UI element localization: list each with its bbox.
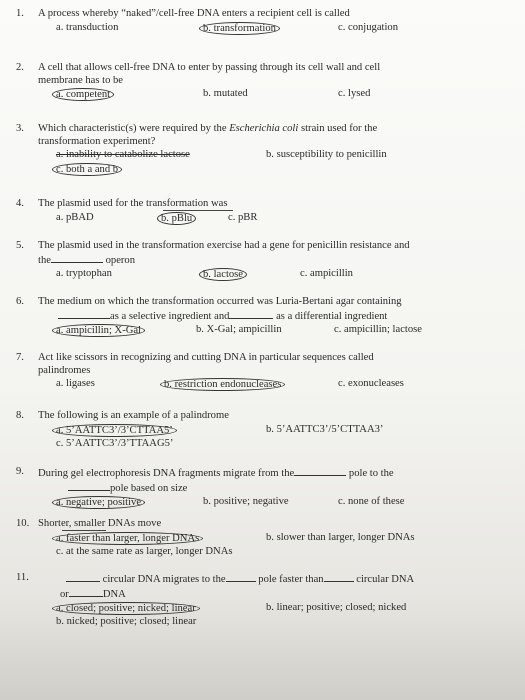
question-text-line2: as a selective ingredient and as a differential ingredient xyxy=(38,309,478,324)
question-text: A cell that allows cell-free DNA to enter by passing through its cell wall and cell xyxy=(38,62,381,73)
answer-circle: a. ampicillin; X-Gal xyxy=(52,324,145,337)
answer-circle: c. both a and b xyxy=(52,163,122,176)
option-a xyxy=(56,324,145,338)
option-b: b. slower than larger, longer DNAs xyxy=(266,531,415,543)
question-text-line2: the operon xyxy=(38,254,136,266)
question-number: 11. xyxy=(16,572,29,583)
option-a xyxy=(56,532,203,546)
option-b: b. susceptibility to penicillin xyxy=(266,149,387,160)
answer-circle: b. lactose xyxy=(199,268,247,281)
question-text: circular DNA migrates to the pole faster than circular DNA xyxy=(38,572,478,587)
option-c xyxy=(56,163,122,177)
question-2 xyxy=(16,62,478,101)
question-10 xyxy=(16,518,478,559)
pen-underline xyxy=(163,210,233,211)
option-c: b. nicked; positive; closed; linear xyxy=(56,616,197,627)
fill-blank xyxy=(51,253,103,263)
question-text: The plasmid used for the transformation was xyxy=(38,198,228,209)
answer-circle: b. transformation xyxy=(199,22,280,35)
option-b: b. linear; positive; closed; nicked xyxy=(266,602,407,613)
question-text-line2: pole based on size xyxy=(38,481,478,496)
option-b: b. mutated xyxy=(203,88,248,99)
option-b xyxy=(161,212,196,226)
option-c: c. none of these xyxy=(338,496,405,507)
answer-circle: a. negative; positive xyxy=(52,496,145,509)
question-8 xyxy=(16,410,478,451)
question-number: 2. xyxy=(16,62,24,73)
question-7 xyxy=(16,352,478,391)
question-text-line2: transformation experiment? xyxy=(38,135,156,147)
question-number: 5. xyxy=(16,240,24,251)
question-text-line2: membrane has to be xyxy=(38,74,124,86)
question-text: The following is an example of a palindrome xyxy=(38,410,229,421)
question-number: 10. xyxy=(16,518,30,529)
option-b: b. 5’AATTC3’/5’CTTAA3’ xyxy=(266,423,384,435)
fill-blank xyxy=(229,309,273,319)
question-text: A process whereby “naked”/cell-free DNA enters a recipient cell is called xyxy=(38,8,350,19)
question-1 xyxy=(16,8,478,35)
option-c: c. 5’AATTC3’/3’TTAAG5’ xyxy=(56,437,174,449)
question-11 xyxy=(16,572,478,629)
option-b xyxy=(203,22,280,36)
fill-blank xyxy=(226,572,256,582)
option-b xyxy=(164,378,285,392)
fill-blank xyxy=(324,572,354,582)
option-c: c. ampicillin; lactose xyxy=(334,324,422,335)
option-a xyxy=(56,602,200,616)
fill-blank xyxy=(69,587,103,597)
option-a: a. ligases xyxy=(56,378,95,389)
question-text-line2: palindromes xyxy=(38,364,91,376)
question-text: The plasmid used in the transformation exercise had a gene for penicillin resistance and xyxy=(38,240,410,251)
option-c: c. exonucleases xyxy=(338,378,404,389)
question-text: Which characteristic(s) were required by the Escherichia coli strain used for the xyxy=(38,123,378,134)
option-a xyxy=(56,88,114,102)
question-4 xyxy=(16,198,478,225)
question-number: 7. xyxy=(16,352,24,363)
answer-circle: b. pBlu xyxy=(157,212,196,225)
option-c: c. ampicillin xyxy=(300,268,353,279)
fill-blank xyxy=(58,309,110,319)
question-5 xyxy=(16,240,478,281)
question-number: 9. xyxy=(16,466,24,477)
question-text: The medium on which the transformation occurred was Luria-Bertani agar containing xyxy=(38,296,402,307)
question-text: Shorter, smaller DNAs move xyxy=(38,518,162,529)
fill-blank xyxy=(294,466,346,476)
question-text-line2: or DNA xyxy=(60,588,126,600)
option-a: a. transduction xyxy=(56,21,119,33)
option-b: b. positive; negative xyxy=(203,496,289,507)
answer-circle: a. closed; positive; nicked; linear xyxy=(52,602,200,615)
answer-circle: a. competent xyxy=(52,88,114,101)
answer-circle: b. restriction endonucleases xyxy=(160,378,285,391)
question-number: 1. xyxy=(16,8,24,19)
option-c: c. lysed xyxy=(338,88,371,99)
option-c: c. conjugation xyxy=(338,21,399,33)
question-3 xyxy=(16,123,478,176)
option-a xyxy=(56,149,190,162)
question-text: Act like scissors in recognizing and cutting DNA in particular sequences called xyxy=(38,352,374,363)
question-number: 8. xyxy=(16,410,24,421)
answer-circle: a. 5’AATTC3’/3’CTTAA5’ xyxy=(52,424,177,437)
pen-underline xyxy=(62,530,106,531)
option-a xyxy=(56,424,177,438)
option-c: c. at the same rate as larger, longer DNAs xyxy=(56,545,233,557)
option-b xyxy=(203,268,247,282)
question-number: 6. xyxy=(16,296,24,307)
option-c: c. pBR xyxy=(228,211,258,223)
fill-blank xyxy=(68,481,110,491)
question-9 xyxy=(16,466,478,509)
question-6 xyxy=(16,296,478,337)
option-b: b. X-Gal; ampicillin xyxy=(196,324,282,335)
answer-circle: a. faster than larger, longer DNAs xyxy=(52,532,203,545)
question-number: 3. xyxy=(16,123,24,134)
question-number: 4. xyxy=(16,198,24,209)
option-a: a. tryptophan xyxy=(56,268,112,279)
fill-blank xyxy=(66,572,100,582)
question-text: During gel electrophoresis DNA fragments migrate from the pole to the xyxy=(38,468,394,479)
option-a: a. pBAD xyxy=(56,211,94,223)
option-a xyxy=(56,496,145,510)
struck-option: a. inability to catabolize lactose xyxy=(56,149,190,160)
